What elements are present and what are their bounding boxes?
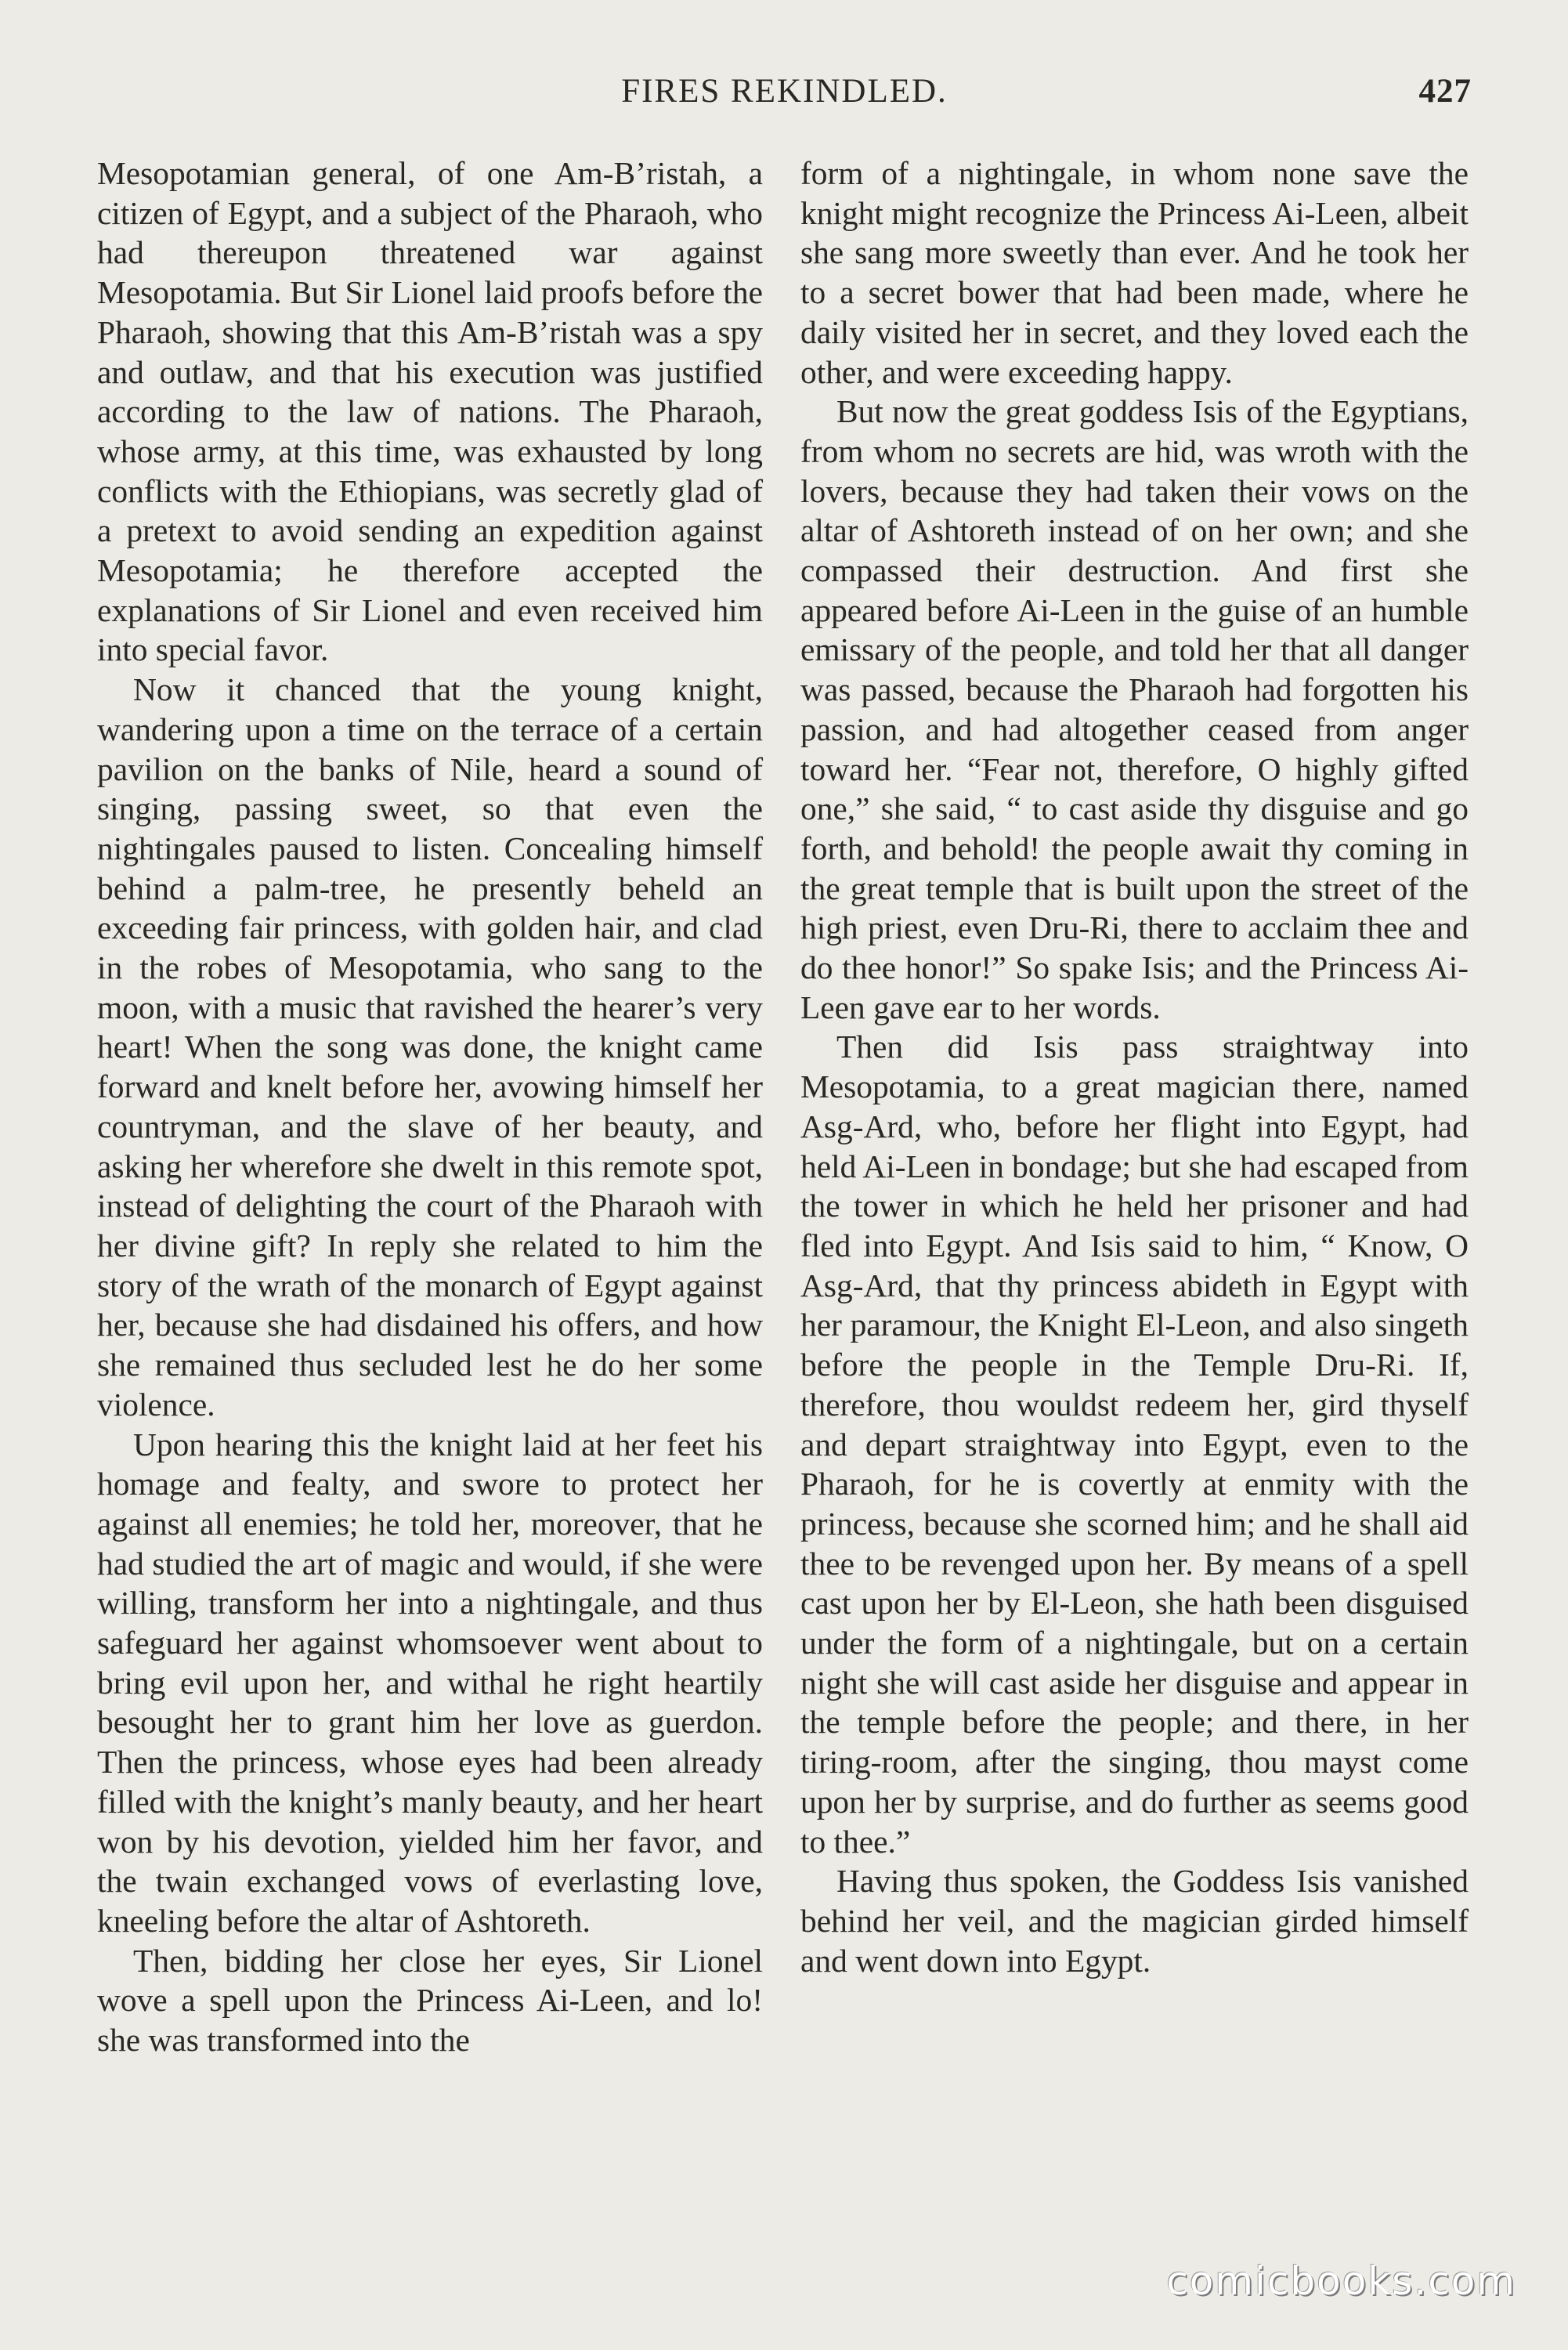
paragraph: Then did Isis pass straightway into Mesopotamia, to a great magician there, named Asg-Ard, who, before her flight into Egypt, had held Ai-Leen in bondage; but she had escaped from the tower in which he held her prisoner and had fled into Egypt. And Isis said to him, “ Know, O Asg-Ard, that thy princess abideth in Egypt with her paramour, the Knight El-Leon, and also singeth before the people in the Temple Dru-Ri. If, therefore, thou wouldst redeem her, gird thyself and depart straightway into Egypt, even to the Pharaoh, for he is covertly at enmity with the princess, because she scorned him; and he shall aid thee to be revenged upon her. By means of a spell cast upon her by El-Leon, she hath been disguised under the form of a nightingale, but on a certain night she will cast aside her disguise and appear in the temple before the people; and there, in her tiring-room, after the singing, thou mayst come upon her by surprise, and do further as seems good to thee.” — [800, 1029, 1469, 1860]
watermark-logo: comicbooks.com — [1166, 2258, 1516, 2304]
paragraph: Upon hearing this the knight laid at her feet his homage and fealty, and swore to protect her against all enemies; he told her, moreover, that he had studied the art of magic and would, if she were willing, transform her into a nightingale, and thus safeguard her against whomsoever went about to bring evil upon her, and withal he right heartily besought her to grant him her love as guerdon. Then the princess, whose eyes had been already filled with the knight’s manly beauty, and her heart won by his devotion, yielded him her favor, and the twain exchanged vows of everlasting love, kneeling before the altar of Ashtoreth. — [97, 1426, 763, 1939]
paragraph: Then, bidding her close her eyes, Sir Lionel wove a spell upon the Princess Ai-Leen, and lo! she was transformed into the — [97, 1942, 763, 2059]
right-column — [800, 154, 1469, 1980]
paragraph: Mesopotamian general, of one Am-B’ristah, a citizen of Egypt, and a subject of the Pharaoh, who had thereupon threatened war against Mesopotamia. But Sir Lionel laid proofs before the Pharaoh, showing that this Am-B’ristah was a spy and outlaw, and that his execution was justified according to the law of nations. The Pharaoh, whose army, at this time, was exhausted by long conflicts with the Ethiopians, was secretly glad of a pretext to avoid sending an expedition against Mesopotamia; he therefore accepted the explanations of Sir Lionel and even received him into special favor. — [97, 155, 763, 668]
paragraph: But now the great goddess Isis of the Egyptians, from whom no secrets are hid, was wroth with the lovers, because they had taken their vows on the altar of Ashtoreth instead of on her own; and she compassed their destruction. And first she appeared before Ai-Leen in the guise of an humble emissary of the people, and told her that all danger was passed, because the Pharaoh had forgotten his passion, and had altogether ceased from anger toward her. “Fear not, therefore, O highly gifted one,” she said, “ to cast aside thy disguise and go forth, and behold! the people await thy coming in the great temple that is built upon the street of the high priest, even Dru-Ri, there to acclaim thee and do thee honor!” So spake Isis; and the Princess Ai-Leen gave ear to her words. — [800, 393, 1469, 1025]
paragraph: Now it chanced that the young knight, wandering upon a time on the terrace of a certain pavilion on the banks of Nile, heard a sound of singing, passing sweet, so that even the nightingales paused to listen. Concealing himself behind a palm-tree, he presently beheld an exceeding fair princess, with golden hair, and clad in the robes of Mesopotamia, who sang to the moon, with a music that ravished the hearer’s very heart! When the song was done, the knight came forward and knelt before her, avowing himself her countryman, and the slave of her beauty, and asking her wherefore she dwelt in this remote spot, instead of delighting the court of the Pharaoh with her divine gift? In reply she related to him the story of the wrath of the monarch of Egypt against her, because she had disdained his offers, and how she remained thus secluded lest he do her some violence. — [97, 671, 763, 1423]
running-header — [97, 72, 1472, 127]
running-title: FIRES REKINDLED. — [621, 73, 948, 110]
page-number: 427 — [1418, 73, 1472, 110]
left-column — [97, 154, 763, 2060]
paragraph: form of a nightingale, in whom none save the knight might recognize the Princess Ai-Leen, albeit she sang more sweetly than ever. And he took her to a secret bower that had been made, where he daily visited her in secret, and they loved each the other, and were exceeding happy. — [800, 155, 1469, 390]
paragraph: Having thus spoken, the Goddess Isis vanished behind her veil, and the magician girded himself and went down into Egypt. — [800, 1863, 1469, 1979]
